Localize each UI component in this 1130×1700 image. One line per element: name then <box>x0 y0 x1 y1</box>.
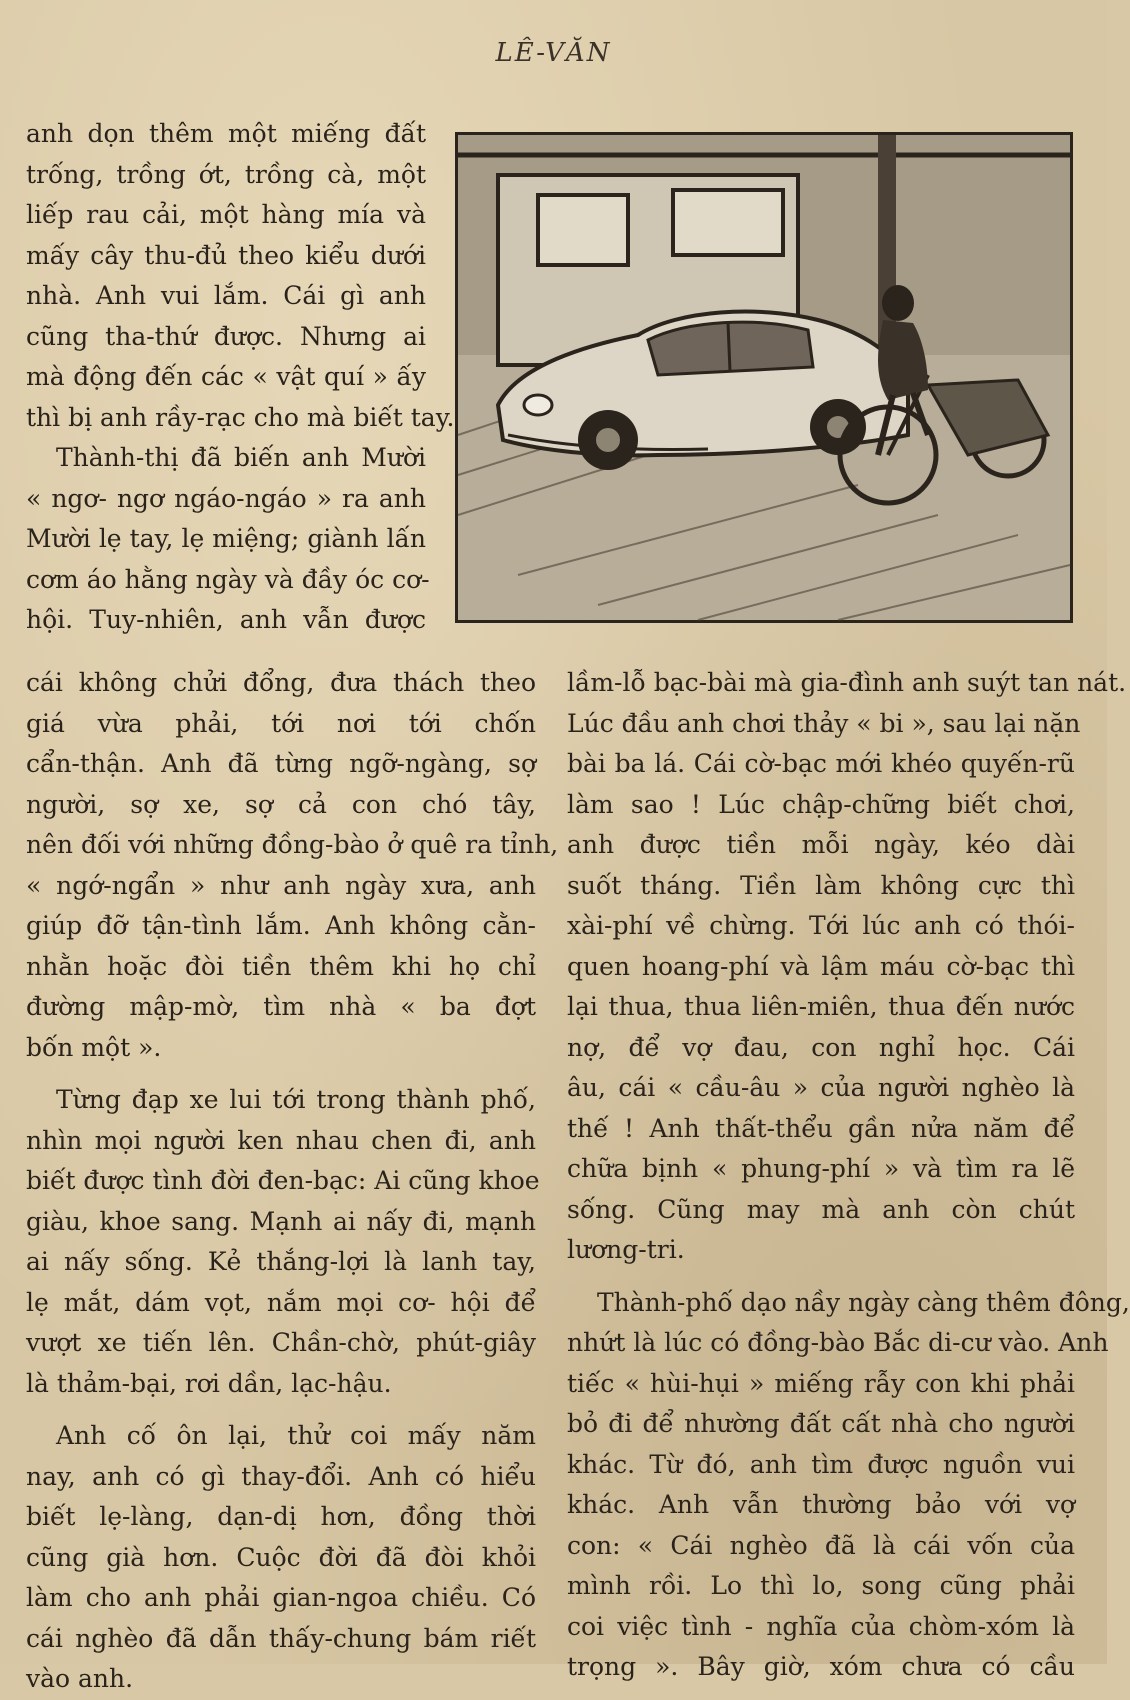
text-line: sống. Cũng may mà anh còn chút <box>567 1194 1075 1224</box>
text-line: cũng tha-thứ được. Nhưng ai <box>26 321 426 351</box>
text-line: mình rồi. Lo thì lo, song cũng phải <box>567 1571 1075 1600</box>
text-line: anh dọn thêm một miếng đất <box>26 119 426 148</box>
text-line: là thảm-bại, rơi dần, lạc-hậu. <box>26 1368 392 1398</box>
text-line: quen hoang-phí và lậm máu cờ-bạc thì <box>567 951 1075 981</box>
car-and-cyclo-illustration <box>458 135 1070 620</box>
text-line: coi việc tình - nghĩa của chòm-xóm là <box>567 1611 1075 1641</box>
text-line: trọng ». Bây giờ, xóm chưa có cầu <box>567 1652 1075 1681</box>
text-line: Lúc đầu anh chơi thảy « bi », sau lại nặn <box>567 708 1081 738</box>
text-line: lại thua, thua liên-miên, thua đến nước <box>567 992 1075 1021</box>
text-line: Thành-phố dạo nầy ngày càng thêm đông, <box>597 1287 1130 1317</box>
text-line: lẹ mắt, dám vọt, nắm mọi cơ- hội để <box>26 1287 536 1317</box>
left-column <box>26 663 559 1700</box>
text-line: Anh cố ôn lại, thử coi mấy năm <box>56 1421 536 1450</box>
text-line: ai nấy sống. Kẻ thắng-lợi là lanh tay, <box>26 1247 536 1276</box>
text-line: chữa bịnh « phung-phí » và tìm ra lẽ <box>567 1154 1075 1183</box>
text-line: nợ, để vợ đau, con nghỉ học. Cái <box>567 1032 1075 1062</box>
text-line: mấy cây thu-đủ theo kiểu dưới <box>26 240 426 270</box>
text-line: nên đối với những đồng-bào ở quê ra tỉnh, <box>26 830 559 859</box>
text-line: hội. Tuy-nhiên, anh vẫn được <box>26 605 426 634</box>
text-line: đường mập-mờ, tìm nhà « ba đợt <box>26 992 536 1021</box>
text-line: lầm-lỗ bạc-bài mà gia-đình anh suýt tan nát. <box>567 668 1127 697</box>
text-line: biết lẹ-làng, dạn-dị hơn, đồng thời <box>26 1502 536 1531</box>
text-line: liếp rau cải, một hàng mía và <box>26 200 426 229</box>
text-line: Mười lẹ tay, lẹ miệng; giành lấn <box>26 524 426 553</box>
text-line: thì bị anh rầy-rạc cho mà biết tay. <box>26 402 455 432</box>
left-top-column <box>26 114 455 641</box>
text-line: nay, anh có gì thay-đổi. Anh có hiểu <box>26 1461 536 1491</box>
right-column <box>567 663 1130 1688</box>
text-line: làm cho anh phải gian-ngoa chiều. Có <box>26 1583 536 1612</box>
text-line: cái không chửi đổng, đưa thách theo <box>26 668 536 697</box>
text-line: trống, trồng ớt, trồng cà, một <box>26 159 426 189</box>
text-line: nhà. Anh vui lắm. Cái gì anh <box>26 281 426 310</box>
text-line: mà động đến các « vật quí » ấy <box>26 362 426 391</box>
text-line: thế ! Anh thất-thểu gần nửa năm để <box>567 1113 1075 1143</box>
text-line: cẩn-thận. Anh đã từng ngỡ-ngàng, sợ <box>26 749 536 778</box>
text-line: bài ba lá. Cái cờ-bạc mới khéo quyến-rũ <box>567 749 1075 778</box>
text-line: vượt xe tiến lên. Chần-chờ, phút-giây <box>26 1328 536 1357</box>
text-line: « ngớ-ngẩn » như anh ngày xưa, anh <box>26 870 536 900</box>
text-line: « ngơ- ngơ ngáo-ngáo » ra anh <box>26 483 426 513</box>
text-line: biết được tình đời đen-bạc: Ai cũng khoe <box>26 1166 540 1195</box>
text-line: nhằn hoặc đòi tiền thêm khi họ chỉ <box>26 951 536 981</box>
text-line: Thành-thị đã biến anh Mười <box>56 443 426 472</box>
text-line: tiếc « hùi-hụi » miếng rẫy con khi phải <box>567 1368 1075 1398</box>
text-line: xài-phí về chừng. Tới lúc anh có thói- <box>567 911 1075 940</box>
text-line: cơm áo hằng ngày và đầy óc cơ- <box>26 564 430 594</box>
text-line: làm sao ! Lúc chập-chững biết chơi, <box>567 789 1075 819</box>
text-line: vào anh. <box>26 1664 134 1693</box>
text-line: cũng già hơn. Cuộc đời đã đòi khỏi <box>26 1542 536 1572</box>
text-line: anh được tiền mỗi ngày, kéo dài <box>567 830 1075 859</box>
illustration <box>455 132 1073 623</box>
text-line: khác. Anh vẫn thường bảo với vợ <box>567 1490 1075 1519</box>
text-line: suốt tháng. Tiền làm không cực thì <box>567 870 1075 900</box>
text-line: con: « Cái nghèo đã là cái vốn của <box>567 1530 1075 1560</box>
text-line: cái nghèo đã dẫn thấy-chung bám riết <box>26 1623 536 1653</box>
text-line: giúp đỡ tận-tình lắm. Anh không cằn- <box>26 911 536 940</box>
text-line: bỏ đi để nhường đất cất nhà cho người <box>567 1409 1075 1438</box>
text-line: giàu, khoe sang. Mạnh ai nấy đi, mạnh <box>26 1206 536 1236</box>
text-line: Từng đạp xe lui tới trong thành phố, <box>56 1085 536 1114</box>
text-line: bốn một ». <box>26 1032 162 1062</box>
running-title: LÊ-VĂN <box>495 38 612 68</box>
text-line: người, sợ xe, sợ cả con chó tây, <box>26 789 536 819</box>
text-line: âu, cái « cầu-âu » của người nghèo là <box>567 1073 1075 1102</box>
text-line: khác. Từ đó, anh tìm được nguồn vui <box>567 1449 1075 1479</box>
text-line: lương-tri. <box>567 1235 685 1264</box>
text-line: nhìn mọi người ken nhau chen đi, anh <box>26 1125 536 1155</box>
text-line: giá vừa phải, tới nơi tới chốn <box>26 708 536 738</box>
text-line: nhứt là lúc có đồng-bào Bắc di-cư vào. Anh <box>567 1328 1109 1357</box>
